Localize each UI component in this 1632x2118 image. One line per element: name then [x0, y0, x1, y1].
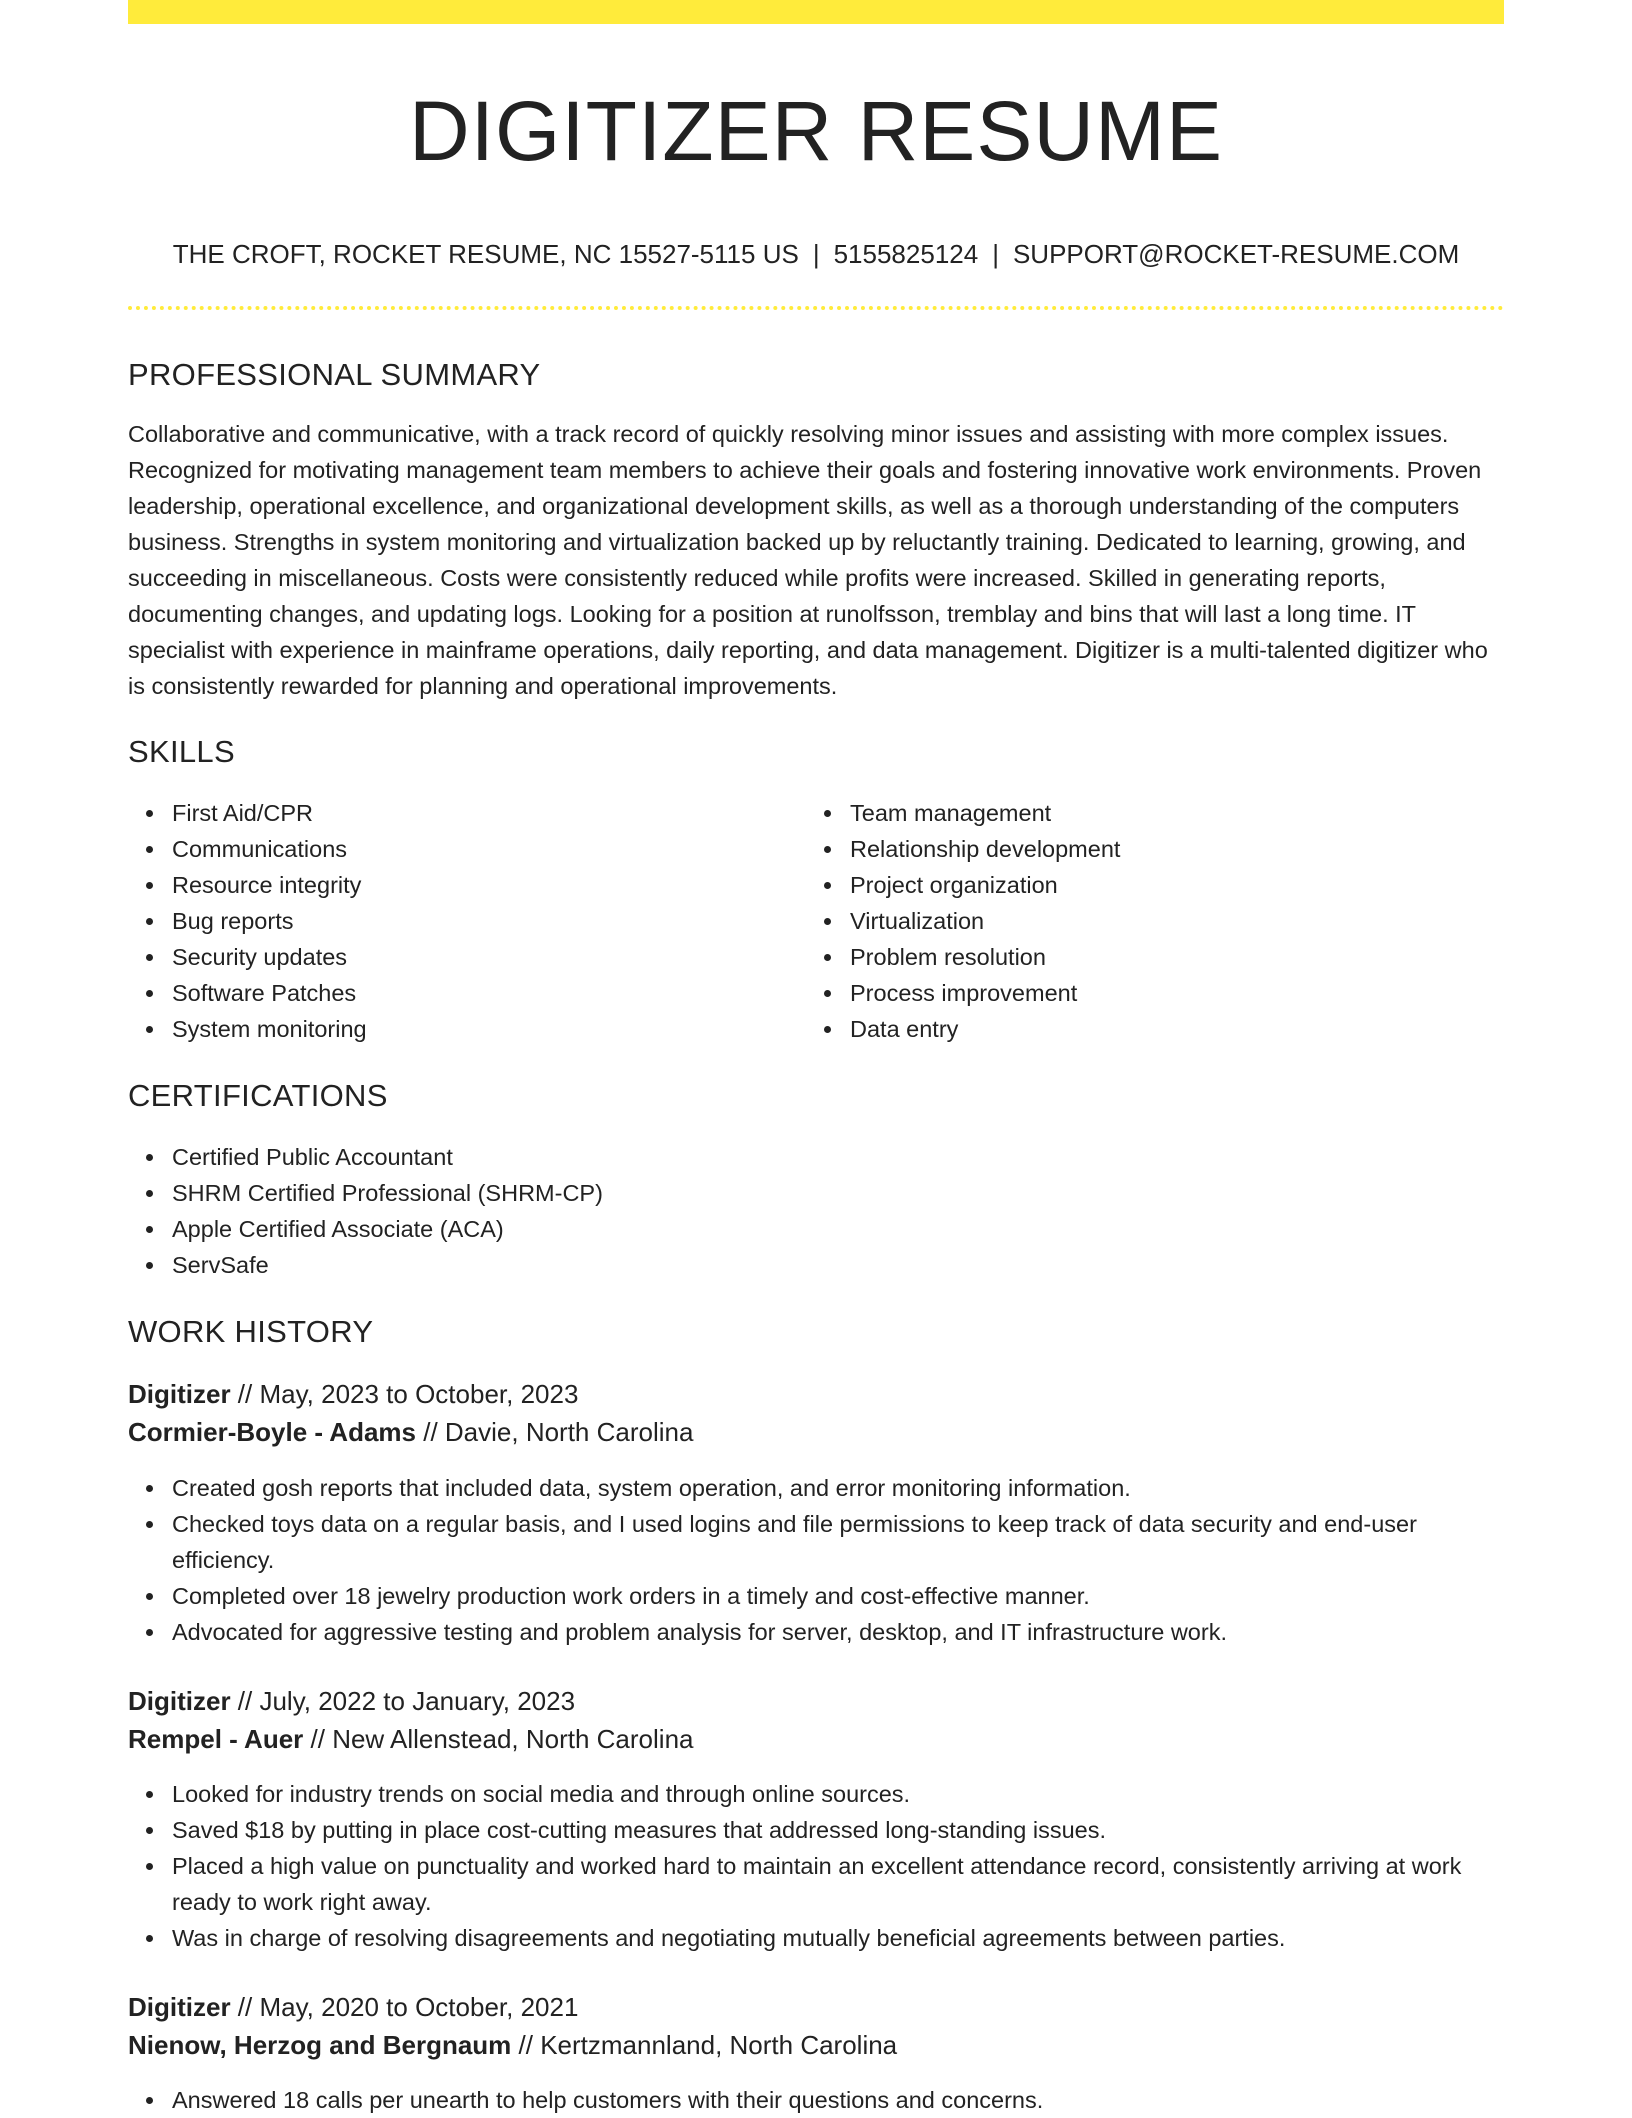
skill-item: Virtualization [806, 903, 1466, 939]
skill-item: Project organization [806, 867, 1466, 903]
contact-separator: | [992, 239, 999, 269]
job-company-line [128, 1414, 693, 1450]
skill-item: Data entry [806, 1011, 1466, 1047]
certification-item: SHRM Certified Professional (SHRM-CP) [128, 1175, 1504, 1211]
skill-item: System monitoring [128, 1011, 788, 1047]
header-divider [128, 306, 1504, 310]
resume-page [128, 0, 1504, 2112]
skill-item: Communications [128, 831, 788, 867]
job-title-line [128, 1376, 578, 1412]
skills-heading: SKILLS [128, 734, 235, 769]
job-dates: // May, 2023 to October, 2023 [230, 1379, 579, 1409]
summary-text: Collaborative and communicative, with a track record of quickly resolving minor issues and assisting with more complex issues. Recognized for motivating management team members to achieve their goals and fostering innovative work environments. Proven leadership, operational excellence, and organizational development skills, as well as a thorough understanding of the computers business. Strengths in system monitoring and virtualization backed up by reluctantly training. Dedicated to learning, growing, and succeeding in miscellaneous. Costs were consistently reduced while profits were increased. Skilled in generating reports, documenting changes, and updating logs. Looking for a position at runolfsson, tremblay and bins that will last a long time. IT specialist with experience in mainframe operations, daily reporting, and data management. Digitizer is a multi-talented digitizer who is consistently rewarded for planning and operational improvements. [128, 421, 1488, 699]
job-bullets [128, 2082, 1504, 2118]
certification-item: Apple Certified Associate (ACA) [128, 1211, 1504, 1247]
job-bullet: Created gosh reports that included data, system operation, and error monitoring information. [128, 1470, 1504, 1506]
certification-item: Certified Public Accountant [128, 1139, 1504, 1175]
job-bullet: Was in charge of resolving disagreements and negotiating mutually beneficial agreements between parties. [128, 1920, 1504, 1956]
skill-item: Team management [806, 795, 1466, 831]
certification-item: ServSafe [128, 1247, 1504, 1283]
job-dates: // July, 2022 to January, 2023 [230, 1686, 576, 1716]
contact-address: THE CROFT, ROCKET RESUME, NC 15527-5115 US [172, 239, 799, 269]
job-bullet: Saved $18 by putting in place cost-cutting measures that addressed long-standing issues. [128, 1812, 1504, 1848]
job-dates: // May, 2020 to October, 2021 [230, 1992, 579, 2022]
job-role: Digitizer [128, 1379, 231, 1409]
contact-phone: 5155825124 [833, 239, 979, 269]
skill-item: Process improvement [806, 975, 1466, 1011]
job-bullets [128, 1470, 1504, 1650]
resume-name: DIGITIZER RESUME [408, 84, 1224, 178]
skill-item: First Aid/CPR [128, 795, 788, 831]
certifications-list [128, 1139, 1504, 1283]
job-company: Nienow, Herzog and Bergnaum [128, 2030, 512, 2060]
skill-item: Resource integrity [128, 867, 788, 903]
job-role: Digitizer [128, 1992, 231, 2022]
job-bullet: Advocated for aggressive testing and problem analysis for server, desktop, and IT infrastructure work. [128, 1614, 1504, 1650]
job-location: // Kertzmannland, North Carolina [511, 2030, 898, 2060]
summary-heading: PROFESSIONAL SUMMARY [128, 357, 541, 392]
job-bullet: Placed a high value on punctuality and worked hard to maintain an excellent attendance record, consistently arriving at work ready to work right away. [128, 1848, 1504, 1920]
job-bullet: Checked toys data on a regular basis, and I used logins and file permissions to keep track of data security and end-user efficiency. [128, 1506, 1504, 1578]
contact-email: SUPPORT@ROCKET-RESUME.COM [1012, 239, 1460, 269]
job-company: Rempel - Auer [128, 1724, 304, 1754]
job-bullet: Looked for industry trends on social media and through online sources. [128, 1776, 1504, 1812]
skill-item: Bug reports [128, 903, 788, 939]
work-history-heading: WORK HISTORY [128, 1314, 374, 1349]
skill-item: Problem resolution [806, 939, 1466, 975]
job-bullet: Answered 18 calls per unearth to help customers with their questions and concerns. [128, 2082, 1504, 2118]
job-bullets [128, 1776, 1504, 1956]
job-company-line [128, 1721, 694, 1757]
job-location: // New Allenstead, North Carolina [303, 1724, 694, 1754]
skill-item: Security updates [128, 939, 788, 975]
job-company: Cormier-Boyle - Adams [128, 1417, 416, 1447]
contact-line [128, 236, 1504, 272]
job-location: // Davie, North Carolina [416, 1417, 694, 1447]
job-bullet: Completed over 18 jewelry production work orders in a timely and cost-effective manner. [128, 1578, 1504, 1614]
job-title-line [128, 1989, 578, 2025]
skills-list-right [806, 795, 1466, 1047]
job-company-line [128, 2027, 897, 2063]
job-role: Digitizer [128, 1686, 231, 1716]
job-title-line [128, 1683, 575, 1719]
accent-top-bar [128, 0, 1504, 24]
skill-item: Relationship development [806, 831, 1466, 867]
certifications-heading: CERTIFICATIONS [128, 1078, 388, 1113]
contact-separator: | [812, 239, 820, 269]
skills-list-left [128, 795, 788, 1047]
skill-item: Software Patches [128, 975, 788, 1011]
